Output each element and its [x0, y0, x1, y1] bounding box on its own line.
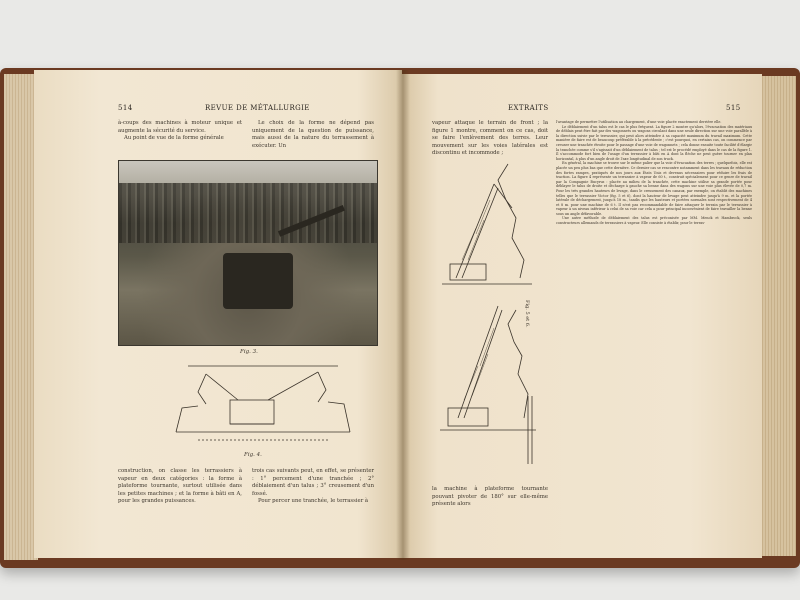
left-running-head: REVUE DE MÉTALLURGIE — [205, 104, 310, 112]
fig5-bank — [498, 164, 524, 278]
book-gutter — [396, 70, 410, 560]
left-page-number: 514 — [118, 104, 133, 112]
fig5-boom-inner — [462, 188, 498, 278]
left-col2-top-text: Le choix de la forme ne dépend pas uniquement de la question de puissance, mais aussi de la nature du terrassement à exécuter. Un — [252, 120, 374, 149]
fig4-bucket — [318, 372, 326, 402]
right-page-number: 515 — [726, 104, 741, 112]
fig5-cable — [494, 184, 512, 208]
fig4-right-bank — [328, 402, 350, 432]
fig6-boom-inner — [464, 310, 502, 418]
left-col2-bottom-p1: trois cas suivants peut, en effet, se présenter : 1° percement d'une tranchée ; 2° déblaiement d'un talus ; 3° creusement d'un fossé. — [252, 468, 374, 497]
left-col2-bottom-text — [252, 468, 374, 506]
right-col1-bottom-text: la machine à plateforme tournante pouvant pivoter de 180° sur elle-même présente alors — [432, 486, 548, 508]
fig5-lattice-3 — [476, 200, 490, 234]
fig4-right-boom — [268, 372, 318, 400]
left-page-edges — [4, 74, 38, 560]
fig3-photo — [118, 160, 378, 346]
fig4-caption: Fig. 4. — [244, 452, 262, 458]
right-col2-p1: l'avantage de permettre l'utilisation au chargement, d'une voie placée exactement derrière elle. — [556, 120, 722, 124]
fig6-lattice-3 — [480, 328, 494, 366]
fig4-left-boom — [206, 374, 238, 400]
right-col2-p4: Une autre méthode de déblaiement des talus est préconisée par MM. Menck et Hambrock, seuls constructeurs allemands de terrassiers à vapeur. Elle consiste à établir, pour le terras- — [556, 216, 752, 226]
fig4-left-bank — [176, 406, 198, 432]
fig5-body — [450, 264, 486, 280]
fig6-boom — [458, 306, 498, 418]
right-col2-text — [556, 120, 752, 226]
right-running-head: EXTRAITS — [508, 104, 549, 112]
left-col1-top-p1: à-coups des machines à moteur unique et augmente la sécurité du service. — [118, 120, 242, 134]
fig5-lattice-2 — [468, 220, 484, 260]
left-col1-bottom-text: construction, on classe les terrassiers à vapeur en deux catégories : la forme à plateforme tournante, surtout utilisée dans les petites machines ; et la forme à bâti en A, pour les grandes puissances. — [118, 468, 242, 505]
right-col2-p2: Le déblaiement d'un talus est le cas le plus fréquent. La figure 2 montre qu'alors, l'évacuation des matériaux de déblais peut être fait par des wagonnets ou wagons circulant dans une seule direction sur une voie parallèle à la direction suivie par le terrassier, qui peut alors atteindre à sa capacité maximum du travail maximum. Cette manière de faire est de beaucoup préférable à la précédente ; c'est pourquoi, en certains cas, on commence par creuser une tranchée étroite pour le passage d'une voie de wagonnets ; cela donne ensuite toute facilité d'élargir la tranchée comme s'il s'agissait d'un déblaiement de talus ; tel est le procédé employé dans le cas de la figure 1. Il s'accommode fort bien de l'usage d'un terrassier à bâti en A dont la flèche ne peut guère tourner en plan horizontal, à plus d'un angle droit de l'axe longitudinal de son truck. — [556, 124, 752, 161]
right-col2-p3: En général, la machine se trouve sur le même palier que la voie d'évacuation des terres ; quelquefois, elle est placée un peu plus bas que cette dernière. Ce dernier cas se rencontre notamment dans les travaux de réduction des fortes rampes, pratiqués de nos jours aux États Unis et devenus nécessaires pour réduire les frais de traction. La figure 4 représente un terrassier à vapeur de 60 t., construit spécialement pour ce genre de travail par la Compagnie Bucyrus : placée au milieu de la tranchée, cette machine utilise sa grande portée pour déblayer le talus de droite et décharge à gauche sa benne dans des wagons sur une voie plus élevée de 0,7 m. Pour les très grandes hauteurs de levage, dans le creusement des canaux, par exemple, on établit des machines telles que le terrassier Victor (fig. 5 et 6), dont la hauteur de levage peut atteindre jusqu'à 9 m. et la portée latérale de déchargement, jusqu'à 18 m., tandis que les hauteurs et portées normales sont respectivement de 4 et 8 m. pour une machine de 6 t. Il n'est pas recommandable de faire attaquer le terrain par le terrassier à vapeur à un niveau inférieur à celui de sa voie car cela a pour principal inconvénient de faire travailler la benne sous un angle défavorable. — [556, 161, 752, 216]
right-col1-top-text: vapeur attaque le terrain de front ; la figure 1 montre, comment on ce cas, doit se faire l'enlèvement des terres. Leur mouvement sur les voies latérales est discontinu et incommode ; — [432, 120, 548, 157]
left-col2-bottom-p2: Pour percer une tranchée, le terrassier à — [258, 498, 369, 505]
left-col1-top-p2: Au point de vue de la forme générale — [124, 135, 224, 142]
fig3-caption: Fig. 3. — [240, 349, 258, 355]
fig5-6-side-label: Fig. 5 et 6. — [524, 300, 530, 328]
fig4-left-bucket — [198, 374, 206, 404]
fig6-body — [448, 408, 488, 426]
fig5-lattice-1 — [462, 228, 476, 260]
fig3-steam-shovel — [223, 253, 293, 309]
right-page-edges — [760, 76, 796, 556]
left-col1-top-text — [118, 120, 242, 143]
fig4-diagram — [168, 360, 358, 448]
fig4-machine-body — [230, 400, 274, 424]
